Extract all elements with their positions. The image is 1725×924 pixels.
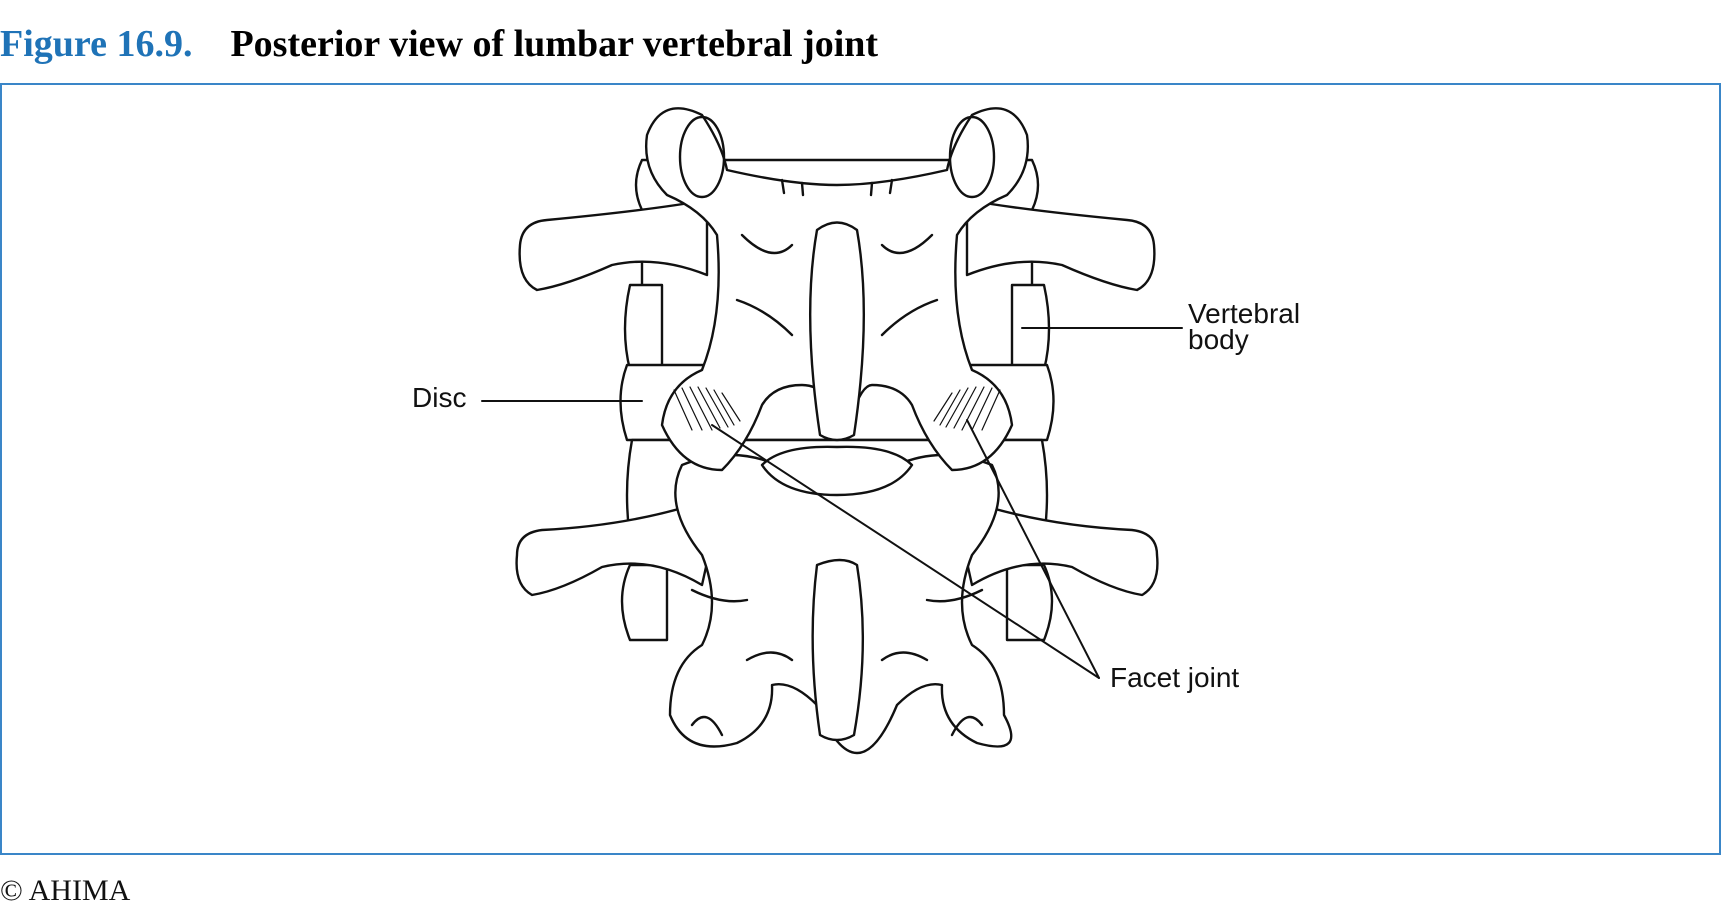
copyright-notice: © AHIMA (0, 874, 131, 907)
lumbar-vertebra-illustration (2, 85, 1719, 853)
label-disc: Disc (412, 382, 467, 413)
lower-lamina (670, 447, 1011, 753)
figure-frame (0, 83, 1721, 855)
label-vertebral-body-line2: body (1188, 324, 1249, 355)
figure-title: Posterior view of lumbar vertebral joint (230, 23, 879, 65)
label-facet-joint: Facet joint (1110, 662, 1240, 693)
figure-caption (0, 14, 878, 74)
figure-number: Figure 16.9. (0, 23, 193, 65)
label-vertebral-body-line1: Vertebral (1188, 298, 1301, 329)
